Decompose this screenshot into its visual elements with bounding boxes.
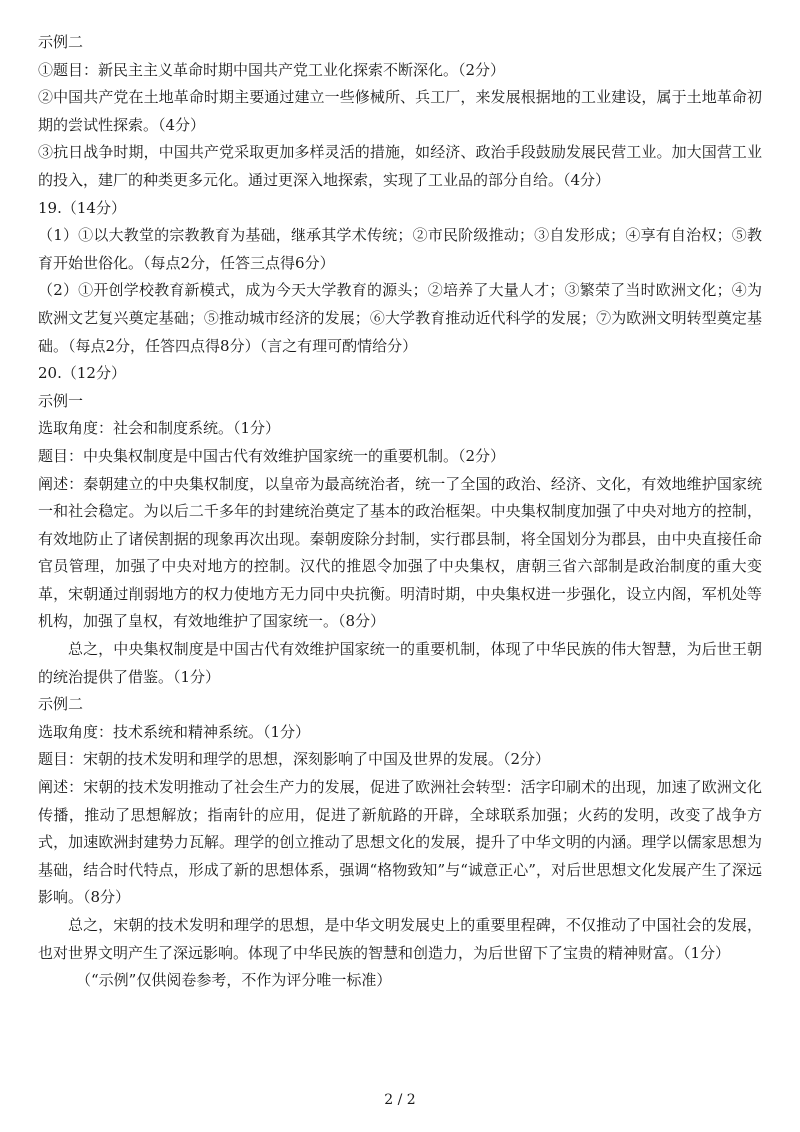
grading-note: （“示例”仅供阅卷参考，不作为评分唯一标准） xyxy=(76,971,392,990)
answer-point: ③抗日战争时期，中国共产党采取更加多样灵活的措施，如经济、政治手段鼓励发展民营工业。加大国营工业的投入，建厂的种类更多元化。通过更深入地探索，实现了工业品的部分自给。（4分） xyxy=(38,143,762,189)
essay-body: 阐述：宋朝的技术发明推动了社会生产力的发展，促进了欧洲社会转型：活字印刷术的出现，加速了欧洲文化传播，推动了思想解放；指南针的应用，促进了新航路的开辟，全球联系加强；火药的发明，改变了战争方式，加速欧洲封建势力瓦解。理学的创立推动了思想文化的发展，提升了中华文明的内涵。理学以儒家思想为基础，结合时代特点，形成了新的思想体系，强调“格物致知”与“诚意正心”，对后世思想文化发展产生了深远影响。（8分） xyxy=(38,778,762,907)
page-number: 2 / 2 xyxy=(384,1092,416,1108)
essay-conclusion: 总之，中央集权制度是中国古代有效维护国家统一的重要机制，体现了中华民族的伟大智慧，为后世王朝的统治提供了借鉴。（1分） xyxy=(38,640,762,686)
chosen-angle: 选取角度：社会和制度系统。（1分） xyxy=(38,419,281,438)
essay-conclusion: 总之，宋朝的技术发明和理学的思想，是中华文明发展史上的重要里程碑，不仅推动了中国社会的发展，也对世界文明产生了深远影响。体现了中华民族的智慧和创造力，为后世留下了宝贵的精神财富。（1分） xyxy=(38,916,762,962)
chosen-angle: 选取角度：技术系统和精神系统。（1分） xyxy=(38,722,311,741)
essay-title: 题目：宋朝的技术发明和理学的思想，深刻影响了中国及世界的发展。（2分） xyxy=(38,750,551,769)
heading-example-2: 示例二 xyxy=(38,33,84,51)
answer-part-1: （1）①以大教堂的宗教教育为基础，继承其学术传统；②市民阶级推动；③自发形成；④享有自治权；⑤教育开始世俗化。（每点2分，任答三点得6分） xyxy=(38,226,762,272)
question-number-20: 20.（12分） xyxy=(38,364,126,383)
answer-part-2: （2）①开创学校教育新模式，成为今天大学教育的源头；②培养了大量人才；③繁荣了当时欧洲文化；④为欧洲文艺复兴奠定基础；⑤推动城市经济的发展；⑥大学教育推动近代科学的发展；⑦为欧洲文明转型奠定基础。（每点2分，任答四点得8分）（言之有理可酌情给分） xyxy=(38,281,762,355)
essay-body: 阐述：秦朝建立的中央集权制度，以皇帝为最高统治者，统一了全国的政治、经济、文化，有效地维护国家统一和社会稳定。为以后二千多年的封建统治奠定了基本的政治框架。中央集权制度加强了中央对地方的控制，有效地防止了诸侯割据的现象再次出现。秦朝废除分封制，实行郡县制，将全国划分为郡县，由中央直接任命官员管理，加强了中央对地方的控制。汉代的推恩令加强了中央集权，唐朝三省六部制是政治制度的重大变革，宋朝通过削弱地方的权力使地方无力同中央抗衡。明清时期，中央集权进一步强化，设立内阁，军机处等机构，加强了皇权，有效地维护了国家统一。（8分） xyxy=(38,474,762,631)
heading-example-2b: 示例二 xyxy=(38,695,84,714)
essay-title: 题目：中央集权制度是中国古代有效维护国家统一的重要机制。（2分） xyxy=(38,446,506,465)
answer-point: ②中国共产党在土地革命时期主要通过建立一些修械所、兵工厂，来发展根据地的工业建设，属于土地革命初期的尝试性探索。（4分） xyxy=(38,88,762,134)
answer-title: ①题目：新民主主义革命时期中国共产党工业化探索不断深化。（2分） xyxy=(38,60,506,79)
question-number-19: 19.（14分） xyxy=(38,198,126,217)
heading-example-1: 示例一 xyxy=(38,391,84,410)
